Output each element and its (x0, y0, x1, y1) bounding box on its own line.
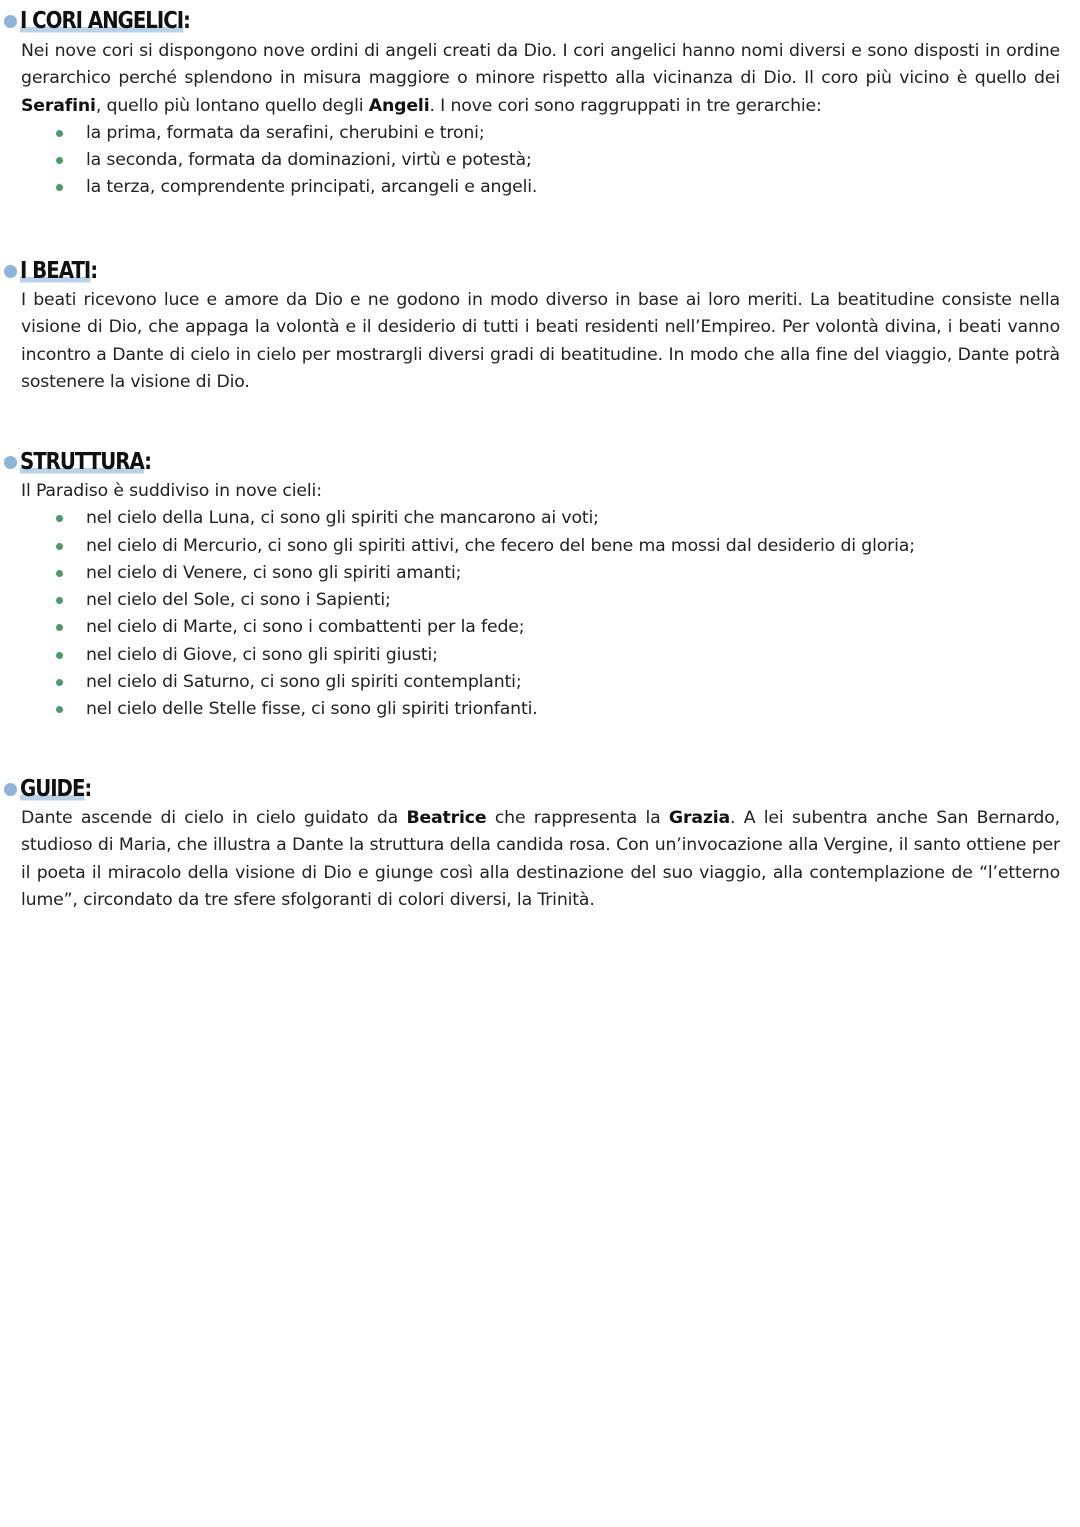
bullet-icon (56, 515, 63, 522)
heading-bullet-icon (4, 15, 17, 28)
heading-title: STRUTTURA (20, 449, 145, 475)
list-item: la prima, formata da serafini, cherubini e troni; (0, 120, 1080, 147)
bullet-icon (56, 597, 63, 604)
bullet-icon (56, 679, 63, 686)
section-heading: I CORI ANGELICI: (4, 6, 1080, 36)
heading-title: I CORI ANGELICI (20, 8, 184, 34)
bullet-list (0, 120, 1080, 202)
section-beati (0, 256, 1080, 396)
paragraph: Nei nove cori si dispongono nove ordini di angeli creati da Dio. I cori angelici hanno nomi diversi e sono disposti in ordine gerarchico perché splendono in misura maggiore o minore rispetto alla vicinanza di Dio. Il coro più vicino è quello dei Serafini, quello più lontano quello degli Angeli. I nove cori sono raggruppati in tre gerarchie: (21, 41, 1060, 116)
list-item: nel cielo di Saturno, ci sono gli spiriti contemplanti; (0, 669, 1080, 696)
heading-bullet-icon (4, 265, 17, 278)
heading-bullet-icon (4, 456, 17, 469)
section-heading: I BEATI: (4, 256, 1080, 286)
heading-bullet-icon (4, 783, 17, 796)
list-item: nel cielo di Marte, ci sono i combattenti per la fede; (0, 614, 1080, 641)
section-struttura (0, 447, 1080, 724)
list-item: nel cielo di Mercurio, ci sono gli spiriti attivi, che fecero del bene ma mossi dal desiderio di gloria; (0, 533, 1080, 560)
bullet-icon (56, 130, 63, 137)
paragraph: I beati ricevono luce e amore da Dio e ne godono in modo diverso in base ai loro meriti. La beatitudine consiste nella visione di Dio, che appaga la volontà e il desiderio di tutti i beati residenti nell’Empireo. Per volontà divina, i beati vanno incontro a Dante di cielo in cielo per mostrargli diversi gradi di beatitudine. In modo che alla fine del viaggio, Dante potrà sostenere la visione di Dio. (21, 290, 1060, 392)
bullet-icon (56, 570, 63, 577)
bullet-icon (56, 706, 63, 713)
bullet-icon (56, 624, 63, 631)
list-item: la seconda, formata da dominazioni, virtù e potestà; (0, 147, 1080, 174)
heading-title: GUIDE (20, 776, 85, 802)
list-item: nel cielo delle Stelle fisse, ci sono gli spiriti trionfanti. (0, 696, 1080, 723)
section-heading: STRUTTURA: (4, 447, 1080, 477)
bullet-icon (56, 652, 63, 659)
bullet-icon (56, 543, 63, 550)
list-item: nel cielo di Giove, ci sono gli spiriti giusti; (0, 642, 1080, 669)
section-heading: GUIDE: (4, 774, 1080, 804)
heading-title: I BEATI (20, 258, 91, 284)
list-item: nel cielo di Venere, ci sono gli spiriti amanti; (0, 560, 1080, 587)
section-guide (0, 774, 1080, 914)
list-item: nel cielo del Sole, ci sono i Sapienti; (0, 587, 1080, 614)
paragraph: Dante ascende di cielo in cielo guidato da Beatrice che rappresenta la Grazia. A lei subentra anche San Bernardo, studioso di Maria, che illustra a Dante la struttura della candida rosa. Con un’invocazione alla Vergine, il santo ottiene per il poeta il miracolo della visione di Dio e giunge così alla destinazione del suo viaggio, alla contemplazione de “l’etterno lume”, circondato da tre sfere sfolgoranti di colori diversi, la Trinità. (21, 808, 1060, 910)
section-cori-angelici (0, 6, 1080, 202)
bullet-icon (56, 157, 63, 164)
list-item: la terza, comprendente principati, arcangeli e angeli. (0, 174, 1080, 201)
bullet-list (0, 505, 1080, 723)
paragraph: Il Paradiso è suddiviso in nove cieli: (21, 481, 322, 501)
bullet-icon (56, 184, 63, 191)
list-item: nel cielo della Luna, ci sono gli spiriti che mancarono ai voti; (0, 505, 1080, 532)
